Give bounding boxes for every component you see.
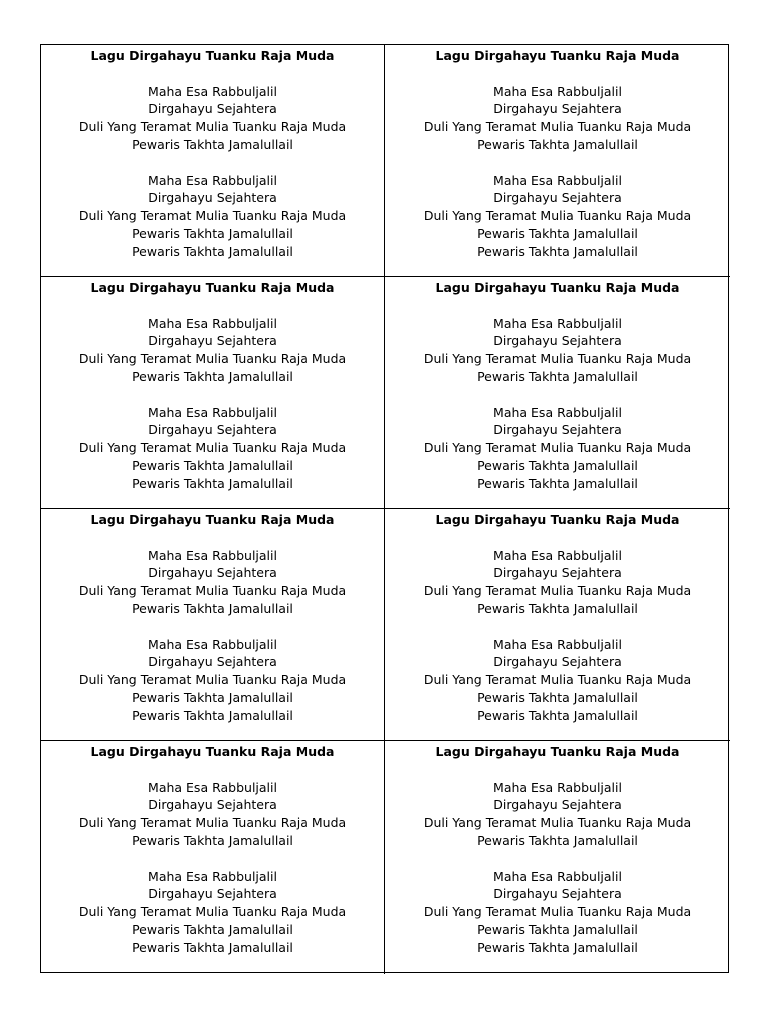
lyric-line: Pewaris Takhta Jamalullail (477, 243, 638, 259)
lyric-line: Dirgahayu Sejahtera (493, 101, 622, 117)
lyric-line: Pewaris Takhta Jamalullail (477, 689, 638, 705)
card-title: Lagu Dirgahayu Tuanku Raja Muda (90, 48, 335, 63)
lyric-line: Dirgahayu Sejahtera (148, 886, 277, 902)
lyric-line: Maha Esa Rabbuljalil (148, 404, 277, 420)
stanza-second (385, 172, 730, 261)
lyric-line: Dirgahayu Sejahtera (148, 797, 277, 813)
lyric-line: Maha Esa Rabbuljalil (148, 779, 277, 795)
lyric-line: Dirgahayu Sejahtera (493, 422, 622, 438)
lyric-line: Dirgahayu Sejahtera (148, 654, 277, 670)
lyric-line: Pewaris Takhta Jamalullail (477, 136, 638, 152)
lyric-line: Pewaris Takhta Jamalullail (132, 600, 293, 616)
card-title: Lagu Dirgahayu Tuanku Raja Muda (90, 280, 335, 295)
lyric-card (385, 45, 730, 277)
lyric-line: Pewaris Takhta Jamalullail (477, 832, 638, 848)
card-title: Lagu Dirgahayu Tuanku Raja Muda (435, 512, 680, 527)
lyric-line: Pewaris Takhta Jamalullail (477, 921, 638, 937)
lyric-line: Duli Yang Teramat Mulia Tuanku Raja Muda (423, 208, 692, 224)
lyric-line: Duli Yang Teramat Mulia Tuanku Raja Muda (423, 583, 692, 599)
lyric-line: Maha Esa Rabbuljalil (148, 315, 277, 331)
lyric-line: Maha Esa Rabbuljalil (493, 547, 622, 563)
lyric-line: Maha Esa Rabbuljalil (148, 868, 277, 884)
lyric-line: Pewaris Takhta Jamalullail (132, 939, 293, 955)
lyric-line: Maha Esa Rabbuljalil (148, 83, 277, 99)
card-title: Lagu Dirgahayu Tuanku Raja Muda (435, 744, 680, 759)
lyric-line: Dirgahayu Sejahtera (148, 101, 277, 117)
lyric-line: Pewaris Takhta Jamalullail (132, 921, 293, 937)
stanza-first (385, 315, 730, 386)
card-title: Lagu Dirgahayu Tuanku Raja Muda (435, 280, 680, 295)
lyric-line: Duli Yang Teramat Mulia Tuanku Raja Muda (423, 904, 692, 920)
lyric-line: Duli Yang Teramat Mulia Tuanku Raja Muda (423, 672, 692, 688)
lyric-card (41, 45, 385, 277)
lyric-line: Maha Esa Rabbuljalil (148, 547, 277, 563)
lyric-card (41, 277, 385, 509)
lyric-line: Maha Esa Rabbuljalil (493, 404, 622, 420)
lyric-line: Maha Esa Rabbuljalil (148, 636, 277, 652)
stanza-second (385, 404, 730, 493)
lyric-card (41, 509, 385, 741)
lyric-line: Duli Yang Teramat Mulia Tuanku Raja Muda (78, 119, 347, 135)
lyric-line: Duli Yang Teramat Mulia Tuanku Raja Muda (78, 815, 347, 831)
lyric-line: Dirgahayu Sejahtera (493, 190, 622, 206)
lyric-line: Duli Yang Teramat Mulia Tuanku Raja Muda (423, 119, 692, 135)
lyric-line: Dirgahayu Sejahtera (493, 797, 622, 813)
lyric-line: Pewaris Takhta Jamalullail (132, 475, 293, 491)
stanza-second (41, 172, 384, 261)
lyric-line: Pewaris Takhta Jamalullail (477, 707, 638, 723)
stanza-second (41, 868, 384, 957)
lyric-line: Pewaris Takhta Jamalullail (477, 475, 638, 491)
lyric-line: Maha Esa Rabbuljalil (493, 83, 622, 99)
stanza-first (41, 547, 384, 618)
lyric-line: Duli Yang Teramat Mulia Tuanku Raja Muda (78, 351, 347, 367)
lyric-line: Pewaris Takhta Jamalullail (132, 707, 293, 723)
lyric-line: Dirgahayu Sejahtera (148, 190, 277, 206)
lyric-line: Maha Esa Rabbuljalil (493, 315, 622, 331)
lyric-line: Maha Esa Rabbuljalil (493, 636, 622, 652)
lyric-line: Pewaris Takhta Jamalullail (477, 939, 638, 955)
lyric-line: Pewaris Takhta Jamalullail (132, 225, 293, 241)
lyrics-sheet (40, 44, 729, 973)
stanza-first (385, 83, 730, 154)
card-title: Lagu Dirgahayu Tuanku Raja Muda (90, 744, 335, 759)
lyric-line: Pewaris Takhta Jamalullail (132, 689, 293, 705)
lyric-card (385, 509, 730, 741)
stanza-first (41, 315, 384, 386)
lyric-line: Duli Yang Teramat Mulia Tuanku Raja Muda (78, 672, 347, 688)
lyric-line: Pewaris Takhta Jamalullail (477, 368, 638, 384)
lyric-line: Duli Yang Teramat Mulia Tuanku Raja Muda (78, 583, 347, 599)
lyric-line: Duli Yang Teramat Mulia Tuanku Raja Muda (423, 440, 692, 456)
lyric-line: Maha Esa Rabbuljalil (148, 172, 277, 188)
lyric-line: Pewaris Takhta Jamalullail (132, 832, 293, 848)
lyric-line: Dirgahayu Sejahtera (148, 333, 277, 349)
lyric-line: Duli Yang Teramat Mulia Tuanku Raja Muda (78, 208, 347, 224)
stanza-second (385, 868, 730, 957)
lyric-line: Pewaris Takhta Jamalullail (477, 457, 638, 473)
card-title: Lagu Dirgahayu Tuanku Raja Muda (435, 48, 680, 63)
lyric-card (385, 277, 730, 509)
stanza-second (385, 636, 730, 725)
lyric-line: Pewaris Takhta Jamalullail (477, 225, 638, 241)
stanza-first (41, 83, 384, 154)
lyric-line: Pewaris Takhta Jamalullail (132, 457, 293, 473)
lyric-line: Pewaris Takhta Jamalullail (132, 243, 293, 259)
lyric-line: Pewaris Takhta Jamalullail (132, 368, 293, 384)
lyric-line: Maha Esa Rabbuljalil (493, 172, 622, 188)
lyric-line: Maha Esa Rabbuljalil (493, 868, 622, 884)
lyric-line: Dirgahayu Sejahtera (493, 654, 622, 670)
lyric-line: Duli Yang Teramat Mulia Tuanku Raja Muda (423, 351, 692, 367)
stanza-second (41, 404, 384, 493)
lyric-card (385, 741, 730, 974)
lyric-line: Duli Yang Teramat Mulia Tuanku Raja Muda (78, 904, 347, 920)
lyric-line: Maha Esa Rabbuljalil (493, 779, 622, 795)
lyric-line: Dirgahayu Sejahtera (148, 565, 277, 581)
lyric-line: Dirgahayu Sejahtera (148, 422, 277, 438)
lyric-card (41, 741, 385, 974)
lyric-line: Dirgahayu Sejahtera (493, 565, 622, 581)
card-title: Lagu Dirgahayu Tuanku Raja Muda (90, 512, 335, 527)
stanza-first (385, 547, 730, 618)
lyric-line: Pewaris Takhta Jamalullail (132, 136, 293, 152)
lyric-line: Dirgahayu Sejahtera (493, 886, 622, 902)
lyric-line: Duli Yang Teramat Mulia Tuanku Raja Muda (78, 440, 347, 456)
stanza-second (41, 636, 384, 725)
stanza-first (41, 779, 384, 850)
lyric-line: Dirgahayu Sejahtera (493, 333, 622, 349)
lyric-line: Duli Yang Teramat Mulia Tuanku Raja Muda (423, 815, 692, 831)
lyric-line: Pewaris Takhta Jamalullail (477, 600, 638, 616)
stanza-first (385, 779, 730, 850)
